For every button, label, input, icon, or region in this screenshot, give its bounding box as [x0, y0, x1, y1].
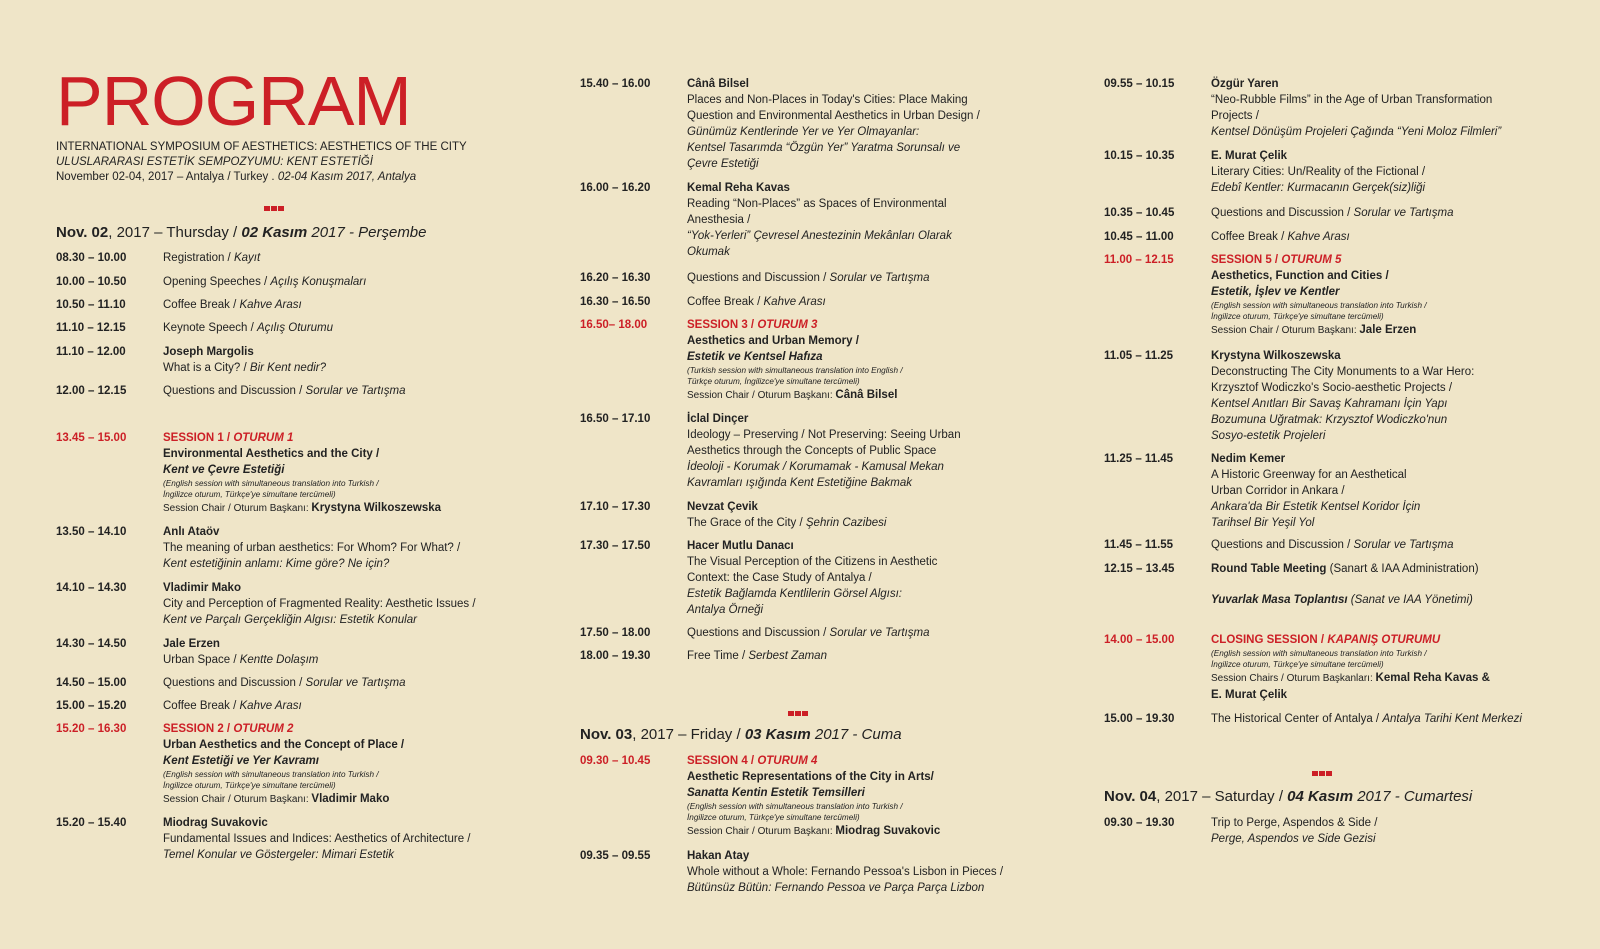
- text-line: Antalya Örneği: [687, 604, 764, 616]
- session-block: [1211, 252, 1591, 339]
- text-line: Miodrag Suvakovic: [835, 825, 941, 837]
- text-line: Miodrag Suvakovic: [163, 817, 268, 829]
- text-line: Hacer Mutlu Danacı: [687, 540, 794, 552]
- text-line: İngilizce oturum, Türkçe'ye simultane tercümeli): [163, 781, 336, 790]
- text-line: Deconstructing The City Monuments to a War Hero:: [1211, 366, 1475, 378]
- event: [163, 675, 543, 691]
- text-line: İngilizce oturum, Türkçe'ye simultane tercümeli): [163, 490, 336, 499]
- text-line: What is a City? /: [163, 362, 250, 374]
- time-slot: 18.00 – 19.30: [580, 650, 651, 662]
- time-slot: 10.50 – 11.10: [56, 299, 126, 311]
- text-line: İngilizce oturum, Türkçe'ye simultane tercümeli): [1211, 660, 1384, 669]
- time-slot: 16.00 – 16.20: [580, 182, 651, 194]
- subtitle-tr: ULUSLARARASI ESTETİK SEMPOZYUMU: KENT ESTETİĞİ: [56, 156, 373, 168]
- text-line: İclal Dinçer: [687, 413, 749, 425]
- text-line: Sorular ve Tartışma: [305, 677, 406, 689]
- text-line: Kayıt: [233, 252, 261, 264]
- day-heading-nov-03: Nov. 03, 2017 – Friday / 03 Kasım 2017 - Cuma: [580, 726, 902, 743]
- text-line: Sorular ve Tartışma: [1353, 207, 1454, 219]
- text-line: KAPANIŞ OTURUMU: [1327, 634, 1441, 646]
- text-line: Okumak: [687, 246, 730, 258]
- text-line: Ideology – Preserving / Not Preserving: Seeing Urban: [687, 429, 961, 441]
- text-line: Session Chair / Oturum Başkanı:: [163, 503, 312, 514]
- text-line: Round Table Meeting: [1211, 563, 1327, 575]
- text-line: Kent Estetiği ve Yer Kavramı: [163, 755, 319, 767]
- text-line: Session Chair / Oturum Başkanı:: [1211, 325, 1360, 336]
- text-line: Urban Space /: [163, 654, 240, 666]
- text-line: Context: the Case Study of Antalya /: [687, 572, 872, 584]
- text-line: Estetik ve Kentsel Hafıza: [687, 351, 823, 363]
- text-line: Questions and Discussion /: [1211, 207, 1354, 219]
- text-line: Çevre Estetiği: [687, 158, 759, 170]
- text-line: Session Chairs / Oturum Başkanları:: [1211, 673, 1376, 684]
- subtitle-dates: November 02-04, 2017 – Antalya / Turkey . 02-04 Kasım 2017, Antalya: [56, 171, 417, 183]
- text-line: (English session with simultaneous translation into Turkish /: [1211, 301, 1427, 310]
- text-line: City and Perception of Fragmented Reality: Aesthetic Issues /: [163, 598, 476, 610]
- text-line: Estetik, İşlev ve Kentler: [1211, 286, 1340, 298]
- text-line: Kahve Arası: [239, 700, 302, 712]
- text-line: Bozumuna Uğratmak: Krzysztof Wodiczko'nun: [1211, 414, 1448, 426]
- text-line: CLOSING SESSION /: [1211, 634, 1328, 646]
- text-line: Serbest Zaman: [748, 650, 827, 662]
- text-line: Kavramları ışığında Kent Estetiğine Bakmak: [687, 477, 912, 489]
- event: [163, 524, 543, 572]
- event: [163, 698, 543, 714]
- event: [1211, 561, 1591, 608]
- text-line: Aesthetic Representations of the City in Arts/: [687, 771, 934, 783]
- text-line: Temel Konular ve Göstergeler: Mimari Estetik: [163, 849, 394, 861]
- text-line: OTURUM 2: [233, 723, 294, 735]
- text-line: Question and Environmental Aesthetics in Urban Design /: [687, 110, 980, 122]
- text-line: Kentsel Tasarımda “Özgün Yer” Yaratma Sorunsalı ve: [687, 142, 961, 154]
- text-line: Opening Speeches /: [163, 276, 271, 288]
- text-line: Türkçe oturum, İngilizce'ye simultane tercümeli): [687, 377, 860, 386]
- text-line: Anesthesia /: [687, 214, 751, 226]
- time-slot: 10.15 – 10.35: [1104, 150, 1175, 162]
- text-line: Questions and Discussion /: [1211, 539, 1354, 551]
- session-block: [163, 430, 543, 517]
- time-slot: 17.30 – 17.50: [580, 540, 651, 552]
- page-title: PROGRAM: [56, 62, 411, 140]
- text-line: Kentte Dolaşım: [239, 654, 319, 666]
- text-line: İngilizce oturum, Türkçe'ye simultane tercümeli): [687, 813, 860, 822]
- text-line: OTURUM 3: [757, 319, 818, 331]
- text-line: Hakan Atay: [687, 850, 750, 862]
- event: [1211, 76, 1591, 140]
- text-line: Sorular ve Tartışma: [829, 272, 930, 284]
- separator-dots: [264, 203, 285, 213]
- event: [163, 383, 543, 399]
- event: [1211, 229, 1591, 245]
- text-line: Urban Corridor in Ankara /: [1211, 485, 1345, 497]
- event: [1211, 815, 1591, 847]
- text-line: Fundamental Issues and Indices: Aesthetics of Architecture /: [163, 833, 471, 845]
- text-line: OTURUM 5: [1281, 254, 1342, 266]
- text-line: The meaning of urban aesthetics: For Whom? For What? /: [163, 542, 461, 554]
- text-line: (Sanart & IAA Administration): [1326, 563, 1479, 575]
- text-line: Keynote Speech /: [163, 322, 257, 334]
- event: [1211, 711, 1591, 727]
- time-slot: 16.50– 18.00: [580, 319, 648, 331]
- text-line: SESSION 3 /: [687, 319, 758, 331]
- time-slot: 10.45 – 11.00: [1104, 231, 1174, 243]
- session-block: [163, 721, 543, 808]
- event: [163, 250, 543, 266]
- time-slot: 14.00 – 15.00: [1104, 634, 1175, 646]
- text-line: “Neo-Rubble Films” in the Age of Urban Transformation: [1211, 94, 1493, 106]
- event: [1211, 537, 1591, 553]
- text-line: Sorular ve Tartışma: [305, 385, 406, 397]
- separator-dots: [1312, 768, 1333, 778]
- text-line: Kent ve Çevre Estetiği: [163, 464, 285, 476]
- text-line: Nevzat Çevik: [687, 501, 758, 513]
- text-line: Coffee Break /: [163, 700, 240, 712]
- text-line: Cânâ Bilsel: [687, 78, 749, 90]
- text-line: İdeoloji - Korumak / Korumamak - Kamusal Mekan: [687, 461, 944, 473]
- text-line: Questions and Discussion /: [687, 627, 830, 639]
- time-slot: 12.00 – 12.15: [56, 385, 127, 397]
- text-line: Krzysztof Wodiczko's Socio-aesthetic Projects /: [1211, 382, 1453, 394]
- text-line: Kentsel Anıtları Bir Savaş Kahramanı İçin Yapı: [1211, 398, 1448, 410]
- text-line: Coffee Break /: [163, 299, 240, 311]
- event: [687, 411, 1067, 491]
- time-slot: 16.30 – 16.50: [580, 296, 651, 308]
- text-line: Sosyo-estetik Projeleri: [1211, 430, 1326, 442]
- event: [163, 580, 543, 628]
- text-line: OTURUM 1: [233, 432, 294, 444]
- text-line: SESSION 1 /: [163, 432, 234, 444]
- text-line: Antalya Tarihi Kent Merkezi: [1382, 713, 1522, 725]
- text-line: Session Chair / Oturum Başkanı:: [687, 390, 836, 401]
- time-slot: 11.05 – 11.25: [1104, 350, 1174, 362]
- time-slot: 16.20 – 16.30: [580, 272, 651, 284]
- text-line: Edebî Kentler: Kurmacanın Gerçek(siz)liği: [1211, 182, 1426, 194]
- event: [687, 180, 1067, 260]
- time-slot: 10.00 – 10.50: [56, 276, 127, 288]
- time-slot: 09.30 – 10.45: [580, 755, 651, 767]
- text-line: (English session with simultaneous translation into Turkish /: [163, 770, 379, 779]
- text-line: SESSION 4 /: [687, 755, 758, 767]
- time-slot: 13.45 – 15.00: [56, 432, 127, 444]
- text-line: Estetik Bağlamda Kentlilerin Görsel Algısı:: [687, 588, 902, 600]
- text-line: Kent estetiğinin anlamı: Kime göre? Ne için?: [163, 558, 390, 570]
- text-line: Environmental Aesthetics and the City /: [163, 448, 380, 460]
- text-line: Jale Erzen: [163, 638, 220, 650]
- event: [163, 636, 543, 668]
- day-heading-nov-02: Nov. 02, 2017 – Thursday / 02 Kasım 2017 - Perşembe: [56, 224, 427, 241]
- text-line: Anlı Ataöv: [163, 526, 220, 538]
- event: [687, 76, 1067, 172]
- time-slot: 14.30 – 14.50: [56, 638, 127, 650]
- time-slot: 16.50 – 17.10: [580, 413, 651, 425]
- text-line: E. Murat Çelik: [1211, 150, 1288, 162]
- text-line: (English session with simultaneous translation into Turkish /: [687, 802, 903, 811]
- text-line: Free Time /: [687, 650, 749, 662]
- time-slot: 15.20 – 16.30: [56, 723, 127, 735]
- text-line: (Sanat ve IAA Yönetimi): [1347, 594, 1473, 606]
- time-slot: 15.00 – 19.30: [1104, 713, 1175, 725]
- speaker-name: Joseph Margolis: [163, 346, 254, 358]
- text-line: Şehrin Cazibesi: [805, 517, 887, 529]
- event: [163, 815, 543, 863]
- text-line: “Yok-Yerleri” Çevresel Anestezinin Mekânları Olarak: [687, 230, 952, 242]
- text-line: SESSION 2 /: [163, 723, 234, 735]
- text-line: Sorular ve Tartışma: [829, 627, 930, 639]
- text-line: (English session with simultaneous translation into Turkish /: [163, 479, 379, 488]
- session-block: [1211, 632, 1591, 703]
- text-line: Kemal Reha Kavas &: [1375, 672, 1490, 684]
- day-heading-nov-04: Nov. 04, 2017 – Saturday / 04 Kasım 2017 - Cumartesi: [1104, 788, 1473, 805]
- text-line: Bir Kent nedir?: [249, 362, 326, 374]
- separator-dots: [788, 708, 809, 718]
- time-slot: 10.35 – 10.45: [1104, 207, 1175, 219]
- text-line: Aesthetics through the Concepts of Public Space: [687, 445, 937, 457]
- text-line: Urban Aesthetics and the Concept of Place /: [163, 739, 405, 751]
- time-slot: 15.00 – 15.20: [56, 700, 127, 712]
- time-slot: 09.35 – 09.55: [580, 850, 651, 862]
- time-slot: 17.50 – 18.00: [580, 627, 651, 639]
- text-line: (English session with simultaneous translation into Turkish /: [1211, 649, 1427, 658]
- text-line: Nedim Kemer: [1211, 453, 1286, 465]
- text-line: Özgür Yaren: [1211, 78, 1279, 90]
- time-slot: 11.00 – 12.15: [1104, 254, 1174, 266]
- text-line: Kentsel Dönüşüm Projeleri Çağında “Yeni Moloz Filmleri”: [1211, 126, 1502, 138]
- text-line: SESSION 5 /: [1211, 254, 1282, 266]
- text-line: Session Chair / Oturum Başkanı:: [163, 794, 312, 805]
- time-slot: 11.10 – 12.15: [56, 322, 126, 334]
- event: [687, 538, 1067, 618]
- text-line: The Visual Perception of the Citizens in Aesthetic: [687, 556, 938, 568]
- text-line: Questions and Discussion /: [163, 677, 306, 689]
- text-line: Açılış Oturumu: [256, 322, 334, 334]
- text-line: Tarihsel Bir Yeşil Yol: [1211, 517, 1315, 529]
- text-line: Aesthetics, Function and Cities /: [1211, 270, 1389, 282]
- text-line: Sorular ve Tartışma: [1353, 539, 1454, 551]
- text-line: Kahve Arası: [763, 296, 826, 308]
- text-line: Kemal Reha Kavas: [687, 182, 790, 194]
- event: [687, 499, 1067, 531]
- time-slot: 08.30 – 10.00: [56, 252, 127, 264]
- text-line: Günümüz Kentlerinde Yer ve Yer Olmayanlar:: [687, 126, 920, 138]
- event: [1211, 451, 1591, 531]
- text-line: Kahve Arası: [239, 299, 302, 311]
- time-slot: 12.15 – 13.45: [1104, 563, 1175, 575]
- time-slot: 09.55 – 10.15: [1104, 78, 1175, 90]
- event: [1211, 348, 1591, 444]
- time-slot: 14.50 – 15.00: [56, 677, 127, 689]
- text-line: (Turkish session with simultaneous translation into English /: [687, 366, 903, 375]
- text-line: Sanatta Kentin Estetik Temsilleri: [687, 787, 865, 799]
- event: [687, 294, 1067, 310]
- time-slot: 13.50 – 14.10: [56, 526, 127, 538]
- subtitle-en: INTERNATIONAL SYMPOSIUM OF AESTHETICS: AESTHETICS OF THE CITY: [56, 141, 467, 153]
- text-line: Session Chair / Oturum Başkanı:: [687, 826, 836, 837]
- text-line: Perge, Aspendos ve Side Gezisi: [1211, 833, 1376, 845]
- text-line: Bütünsüz Bütün: Fernando Pessoa ve Parça Parça Lizbon: [687, 882, 985, 894]
- text-line: Vladimir Mako: [163, 582, 241, 594]
- event: [1211, 205, 1591, 221]
- session-block: [687, 317, 1067, 404]
- text-line: Coffee Break /: [687, 296, 764, 308]
- event: [687, 270, 1067, 286]
- time-slot: 17.10 – 17.30: [580, 501, 651, 513]
- text-line: Coffee Break /: [1211, 231, 1288, 243]
- time-slot: 11.10 – 12.00: [56, 346, 126, 358]
- event: [687, 848, 1067, 896]
- symposium-subtitle: [56, 140, 467, 185]
- text-line: Places and Non-Places in Today's Cities: Place Making: [687, 94, 968, 106]
- text-line: OTURUM 4: [757, 755, 818, 767]
- time-slot: 15.40 – 16.00: [580, 78, 651, 90]
- text-line: Kent ve Parçalı Gerçekliğin Algısı: Estetik Konular: [163, 614, 417, 626]
- text-line: Aesthetics and Urban Memory /: [687, 335, 859, 347]
- text-line: Yuvarlak Masa Toplantısı: [1211, 594, 1348, 606]
- text-line: Krystyna Wilkoszewska: [1211, 350, 1341, 362]
- time-slot: 11.45 – 11.55: [1104, 539, 1174, 551]
- event: [1211, 148, 1591, 196]
- text-line: The Grace of the City /: [687, 517, 806, 529]
- event: [163, 320, 543, 336]
- event: [687, 648, 1067, 664]
- text-line: Açılış Konuşmaları: [270, 276, 367, 288]
- text-line: The Historical Center of Antalya /: [1211, 713, 1383, 725]
- event: [163, 297, 543, 313]
- event: [163, 274, 543, 290]
- text-line: Krystyna Wilkoszewska: [311, 502, 442, 514]
- text-line: E. Murat Çelik: [1211, 689, 1288, 701]
- event: [163, 344, 543, 376]
- text-line: Vladimir Mako: [311, 793, 390, 805]
- text-line: Cânâ Bilsel: [835, 389, 898, 401]
- text-line: Jale Erzen: [1359, 324, 1417, 336]
- time-slot: 11.25 – 11.45: [1104, 453, 1174, 465]
- text-line: Kahve Arası: [1287, 231, 1350, 243]
- text-line: Literary Cities: Un/Reality of the Fictional /: [1211, 166, 1426, 178]
- time-slot: 14.10 – 14.30: [56, 582, 127, 594]
- text-line: Trip to Perge, Aspendos & Side /: [1211, 817, 1378, 829]
- text-line: Reading “Non-Places” as Spaces of Environmental: [687, 198, 947, 210]
- text-line: Registration /: [163, 252, 234, 264]
- text-line: Questions and Discussion /: [687, 272, 830, 284]
- text-line: A Historic Greenway for an Aesthetical: [1211, 469, 1407, 481]
- time-slot: 15.20 – 15.40: [56, 817, 127, 829]
- time-slot: 09.30 – 19.30: [1104, 817, 1175, 829]
- text-line: Whole without a Whole: Fernando Pessoa's Lisbon in Pieces /: [687, 866, 1004, 878]
- text-line: Questions and Discussion /: [163, 385, 306, 397]
- text-line: İngilizce oturum, Türkçe'ye simultane tercümeli): [1211, 312, 1384, 321]
- event: [687, 625, 1067, 641]
- text-line: Ankara'da Bir Estetik Kentsel Koridor İçin: [1211, 501, 1421, 513]
- session-block: [687, 753, 1067, 840]
- text-line: Projects /: [1211, 110, 1259, 122]
